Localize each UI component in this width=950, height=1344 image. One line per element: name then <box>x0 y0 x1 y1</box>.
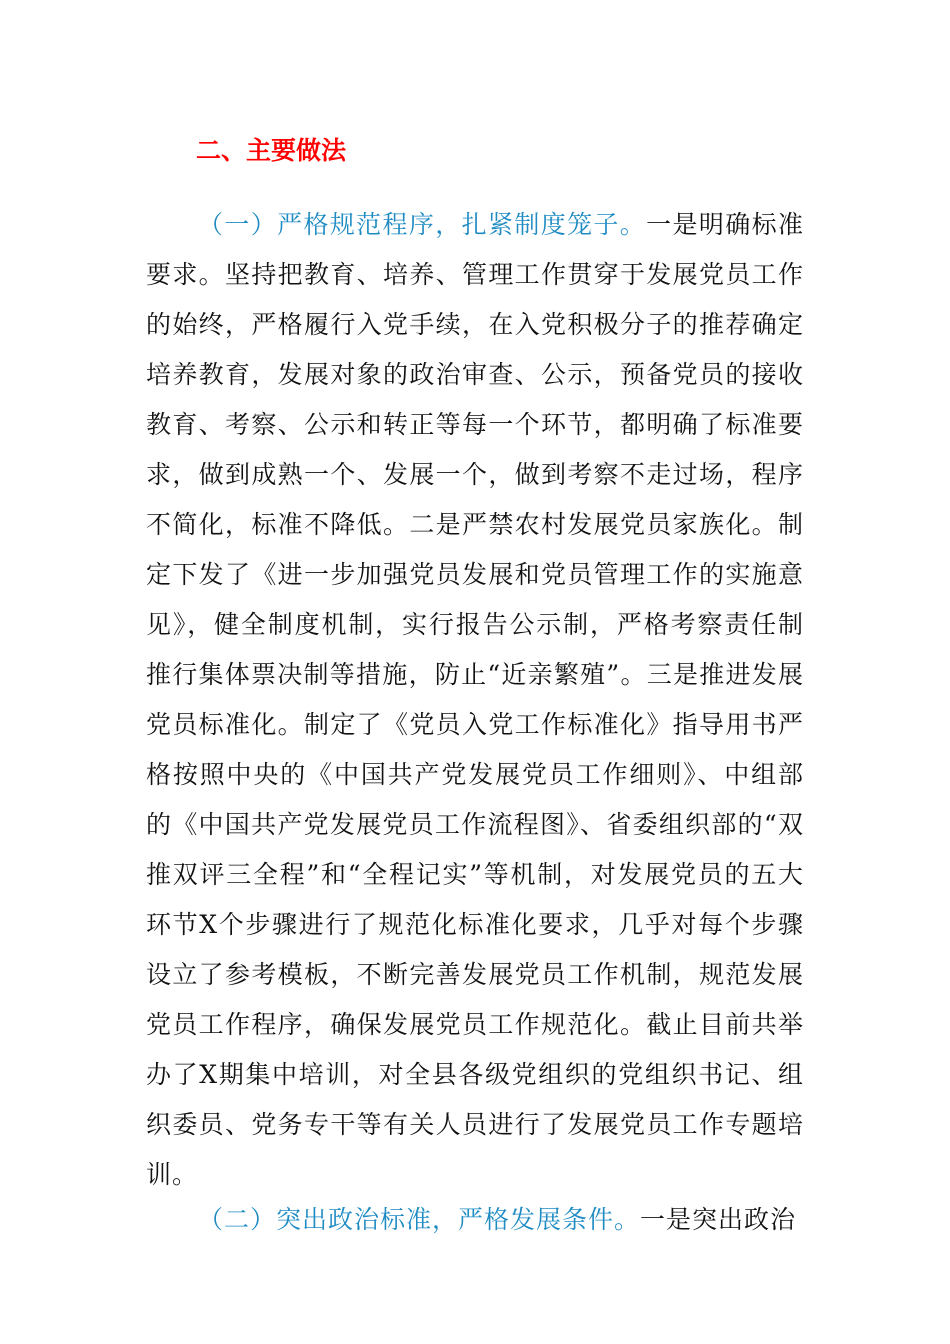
paragraph-1 <box>146 200 804 1200</box>
paragraph-1-body: 一是明确标准要求。坚持把教育、培养、管理工作贯穿于发展党员工作的始终，严格履行入党手续，在入党积极分子的推荐确定培养教育，发展对象的政治审查、公示，预备党员的接收教育、考察、公示和转正等每一个环节，都明确了标准要求，做到成熟一个、发展一个，做到考察不走过场，程序不简化，标准不降低。二是严禁农村发展党员家族化。制定下发了《进一步加强党员发展和党员管理工作的实施意见》，健全制度机制，实行报告公示制，严格考察责任制推行集体票决制等措施，防止“近亲繁殖”。三是推进发展党员标准化。制定了《党员入党工作标准化》指导用书严格按照中央的《中国共产党发展党员工作细则》、中组部的《中国共产党发展党员工作流程图》、省委组织部的“双推双评三全程”和“全程记实”等机制，对发展党员的五大环节X个步骤进行了规范化标准化要求，几乎对每个步骤设立了参考模板，不断完善发展党员工作机制，规范发展党员工作程序，确保发展党员工作规范化。截止目前共举办了X期集中培训，对全县各级党组织的党组织书记、组织委员、党务专干等有关人员进行了发展党员工作专题培训。 <box>146 210 804 1189</box>
paragraph-1-subheading: （一）严格规范程序，扎紧制度笼子。 <box>198 210 647 239</box>
paragraph-2-subheading: （二）突出政治标准，严格发展条件。 <box>198 1205 641 1234</box>
paragraph-2-body: 一是突出政治 <box>640 1205 797 1234</box>
paragraph-2 <box>146 1195 804 1245</box>
section-heading: 二、主要做法 <box>196 136 347 165</box>
